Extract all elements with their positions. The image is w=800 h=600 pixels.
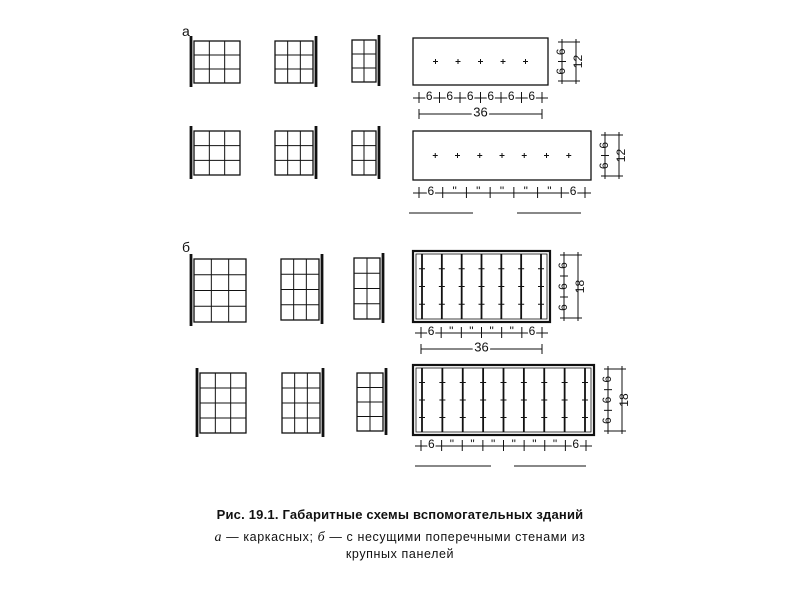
span-dim-label: " [499,184,505,199]
facade-elevation [357,368,386,435]
caption-b-marker: б [317,530,326,545]
panel-building-plan [413,365,631,466]
floor-plans [409,38,631,466]
span-dim-label: 6 [446,89,454,104]
figure-caption-line1 [0,530,800,546]
span-dim-label: " [509,324,514,339]
facade-elevation [191,254,246,326]
span-dim-label: " [547,184,552,199]
span-dim-label: 6 [427,437,435,452]
span-dim-label: " [452,184,457,199]
section-a-label: а [182,23,190,39]
facade-elevation [282,368,323,437]
right-dim-label: 6 [600,417,615,425]
frame-building-plan [413,38,585,119]
span-dim-label: 6 [572,437,580,452]
right-dim-label: 6 [554,48,569,56]
span-dim-label: " [449,437,455,452]
right-total-label: 18 [573,279,588,294]
span-dim-label: " [469,324,474,339]
facade-elevation [275,126,316,179]
right-dim-label: 6 [556,304,571,311]
span-dim-label: " [449,324,454,339]
right-dim-label: 6 [597,141,612,149]
right-total-label: 12 [614,148,629,163]
facade-elevations [191,35,386,437]
span-dim-label: " [532,437,537,452]
facade-elevation [354,253,383,323]
facade-elevation [281,254,322,324]
facade-elevation [352,35,379,86]
span-dim-label: " [491,437,496,452]
span-dim-label: 6 [528,324,536,339]
facade-outline [194,131,240,175]
span-dim-label: 6 [487,89,495,104]
facade-outline [275,131,313,175]
right-dim-label: 6 [600,375,615,383]
facade-elevation [275,36,316,87]
facade-elevation [191,126,240,179]
caption-b-text: — с несущими поперечными стенами из [325,530,586,544]
span-dim-label: " [470,437,475,452]
facade-outline [194,41,240,83]
span-dim-label: 6 [507,89,515,104]
span-dim-label: 6 [466,89,474,104]
total-dim-label: 36 [473,104,488,120]
right-dim-label: 6 [600,396,615,404]
right-dim-label: 6 [556,283,571,290]
total-dim-label: 36 [474,339,489,355]
span-dim-label: 6 [427,184,435,199]
span-dim-label: 6 [427,324,435,339]
frame-building-plan [409,131,628,213]
span-dim-label: " [476,184,481,199]
right-dim-label: 6 [597,162,612,170]
facade-elevation [191,36,240,87]
right-total-label: 12 [571,54,586,69]
panel-building-plan [413,251,587,354]
caption-a-text: — каркасных; [222,530,318,544]
caption-a-marker: а [214,530,223,545]
span-dim-label: " [523,184,528,199]
span-dim-label: 6 [528,89,536,104]
span-dim-label: 6 [569,184,577,199]
span-dim-label: " [552,437,558,452]
facade-elevation [352,126,379,179]
figure-caption-title: Рис. 19.1. Габаритные схемы вспомогательных зданий [216,507,584,522]
right-total-label: 18 [617,393,632,407]
span-dim-label: " [489,324,494,339]
section-b-label: б [182,239,191,255]
facade-outline [275,41,313,83]
figure-caption-line2: крупных панелей [345,547,455,561]
right-dim-label: 6 [556,262,571,269]
span-dim-label: 6 [425,89,433,104]
right-dim-label: 6 [554,67,569,75]
span-dim-label: " [511,437,516,452]
facade-elevation [197,368,246,437]
